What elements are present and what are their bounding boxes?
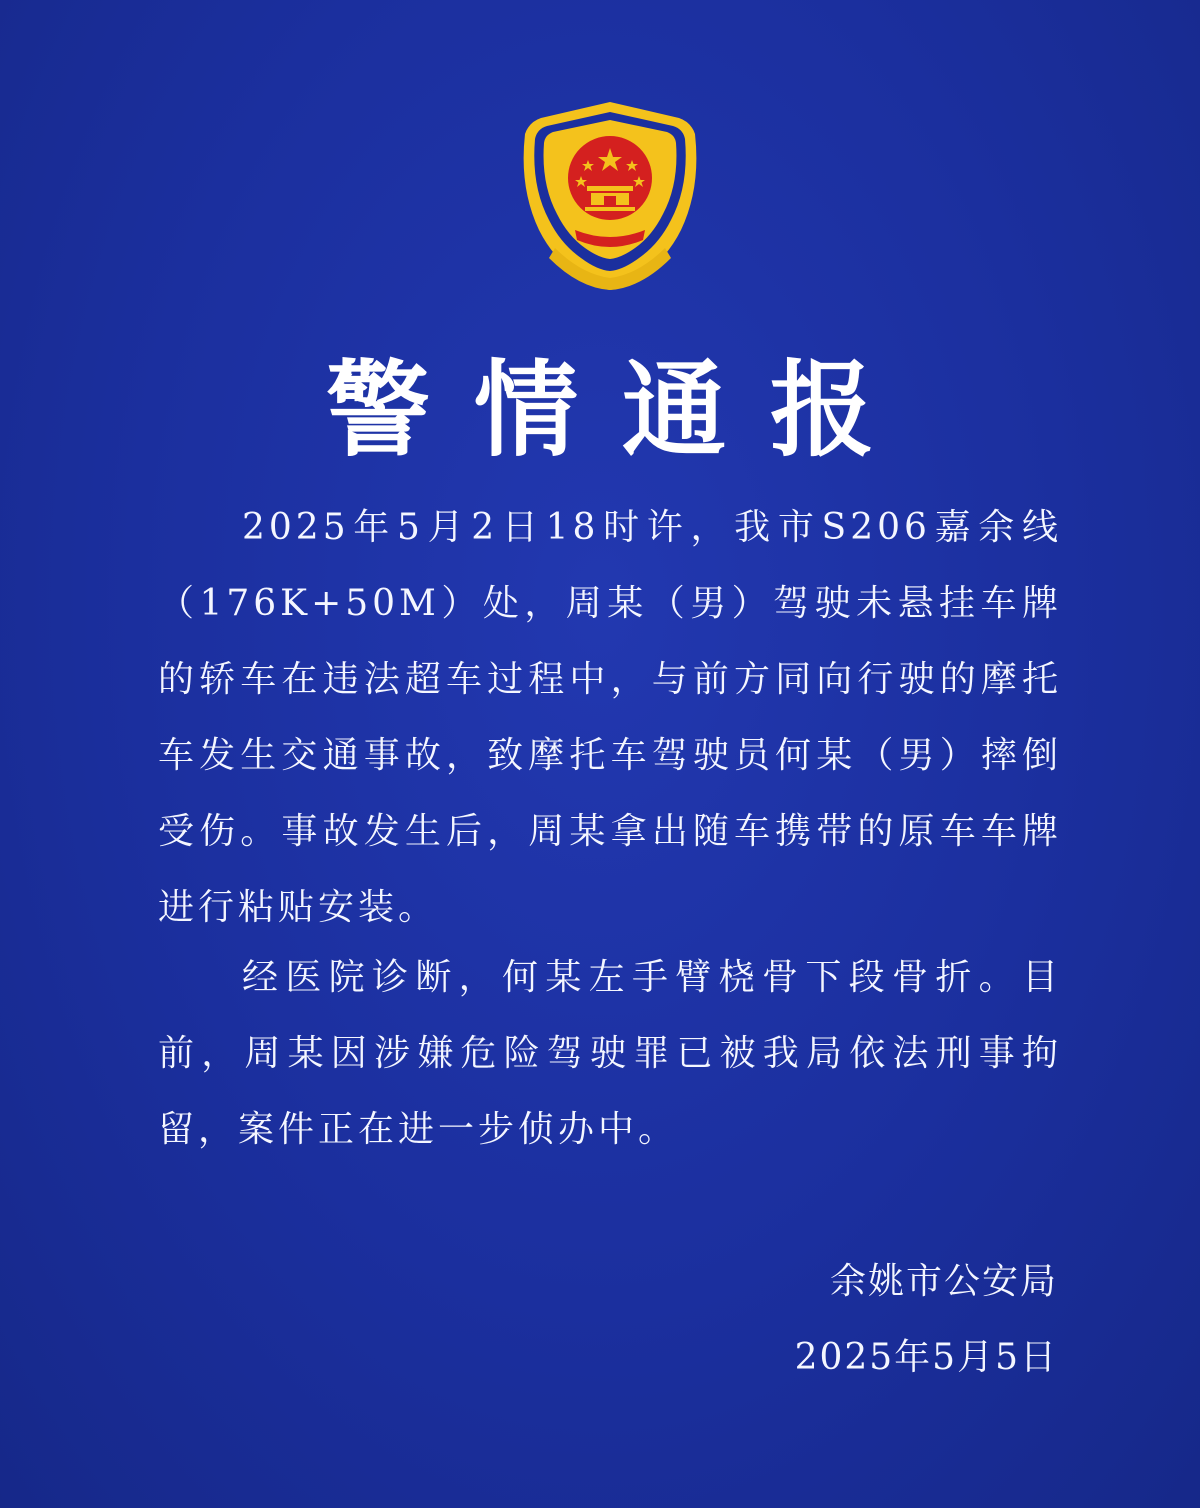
notice-paragraph-2: 经医院诊断，何某左手臂桡骨下段骨折。目前，周某因涉嫌危险驾驶罪已被我局依法刑事拘留，案件正在进一步侦办中。 [158,957,1062,1150]
signature-organization: 余姚市公安局 [829,1261,1058,1302]
signature-date: 2025年5月5日 [794,1337,1058,1378]
notice-paragraph-1: 2025年5月2日18时许，我市S206嘉余线（176K+50M）处，周某（男）驾驶未悬挂车牌的轿车在违法超车过程中，与前方同向行驶的摩托车发生交通事故，致摩托车驾驶员何某（男）摔倒受伤。事故发生后，周某拿出随车携带的原车车牌进行粘贴安装。 [158,507,1062,928]
notice-title: 警情通报 [325,348,918,471]
police-emblem-icon [515,98,705,294]
